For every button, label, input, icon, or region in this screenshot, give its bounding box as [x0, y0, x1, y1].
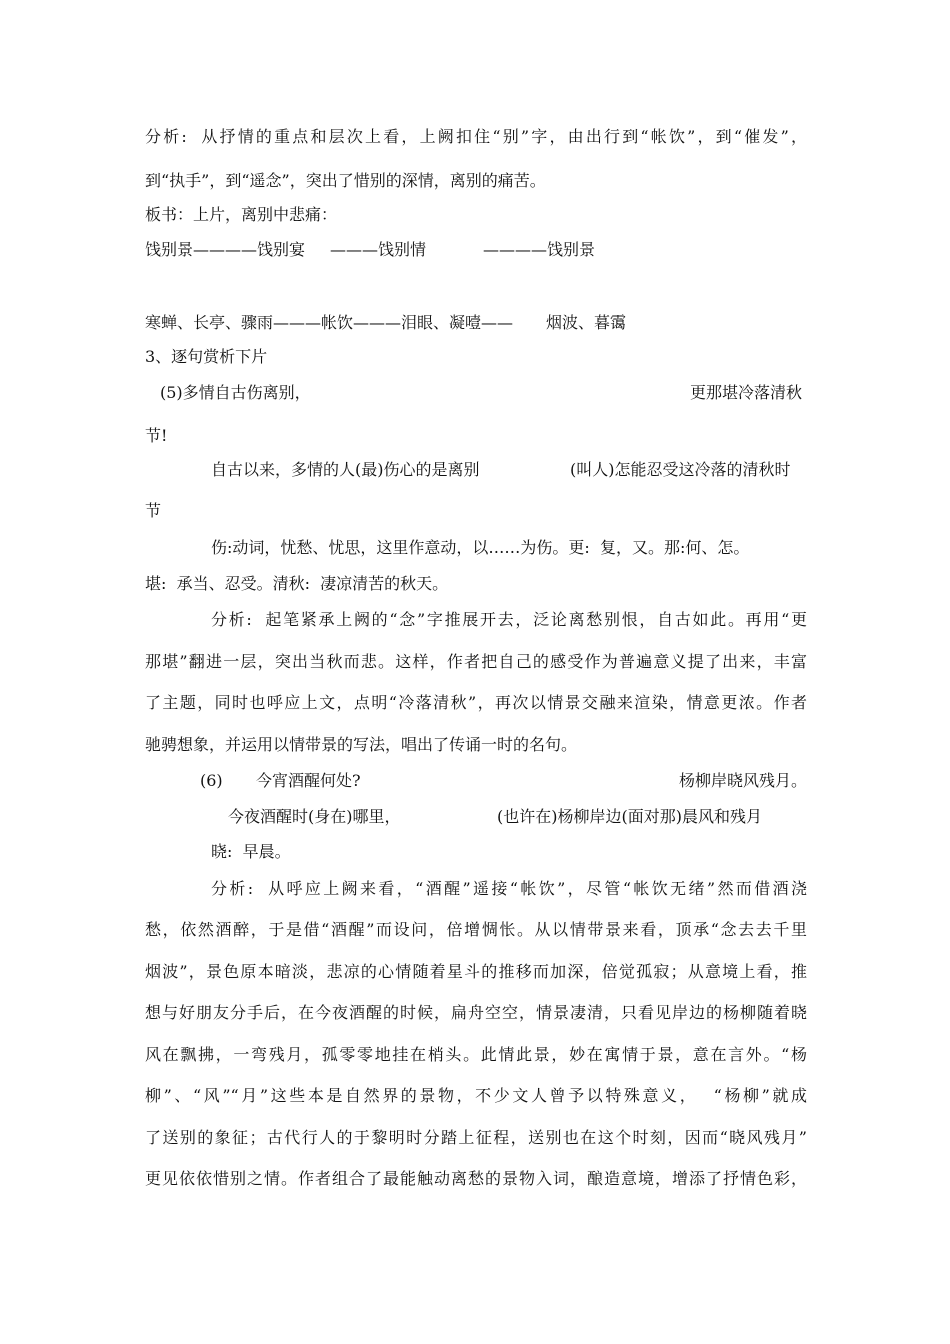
section-heading-lower-que: 3、逐句赏析下片 — [145, 347, 268, 366]
verse-5-glossary-line-2: 堪: 承当、忍受。清秋: 凄凉清苦的秋天。 — [145, 574, 449, 593]
verse-5-glossary-line-1: 伤:动词，忧愁、忧思，这里作意动，以……为伤。更: 复，又。那:何、怎。 — [211, 538, 750, 557]
verse-5-second-half: 更那堪冷落清秋 — [690, 383, 803, 402]
verse-6-number: (6) — [200, 771, 223, 790]
verse-6-analysis-line-7: 了送别的象征；古代行人的于黎明时分踏上征程，送别也在这个时刻，因而“晓风残月” — [145, 1128, 807, 1147]
verse-6-analysis-line-5: 风在飘拂，一弯残月，孤零零地挂在梢头。此情此景，妙在寓情于景，意在言外。“杨 — [145, 1045, 807, 1064]
verse-6-analysis-line-6: 柳”、“风”“月”这些本是自然界的景物，不少文人曾予以特殊意义， “杨柳”就成 — [145, 1086, 807, 1105]
verse-5-end: 节! — [145, 426, 168, 445]
board-notes-row1-c: ————饯别景 — [483, 240, 596, 259]
verse-5-translation-end: 节 — [145, 501, 162, 520]
verse-6-analysis-line-4: 想与好朋友分手后，在今夜酒醒的时候，扁舟空空，情景凄清，只看见岸边的杨柳随着晓 — [145, 1003, 807, 1022]
verse-6-translation-a: 今夜酒醒时(身在)哪里， — [228, 807, 401, 826]
verse-5-analysis-line-4: 驰骋想象，并运用以情带景的写法，唱出了传诵一时的名句。 — [145, 735, 578, 754]
verse-6-analysis-line-3: 烟波”，景色原本暗淡，悲凉的心情随着星斗的推移而加深，倍觉孤寂；从意境上看，推 — [145, 962, 807, 981]
analysis-upper-que-line-1: 分析: 从抒情的重点和层次上看，上阙扣住“别”字，由出行到“帐饮”，到“催发”， — [145, 127, 807, 146]
board-notes-heading: 板书：上片，离别中悲痛： — [145, 205, 338, 224]
verse-5-translation-a: 自古以来，多情的人(最)伤心的是离别 — [211, 460, 480, 479]
board-notes-row1-a: 饯别景————饯别宴 — [145, 240, 306, 259]
verse-5-analysis-line-2: 那堪”翻进一层，突出当秋而悲。这样，作者把自己的感受作为普遍意义提了出来，丰富 — [145, 652, 807, 671]
verse-6-glossary: 晓: 早晨。 — [211, 842, 291, 861]
verse-6-analysis-line-1: 分析: 从呼应上阙来看，“酒醒”遥接“帐饮”，尽管“帐饮无绪”然而借酒浇 — [211, 879, 807, 898]
analysis-upper-que-line-2: 到“执手”，到“遥念”，突出了惜别的深情，离别的痛苦。 — [145, 171, 546, 190]
verse-6-first-half: 今宵酒醒何处? — [256, 771, 361, 790]
board-notes-row2-b: 烟波、暮霭 — [546, 313, 627, 332]
board-notes-row2-a: 寒蝉、长亭、骤雨———帐饮———泪眼、凝噎—— — [145, 313, 514, 332]
verse-5-first-half: (5)多情自古伤离别， — [160, 383, 311, 402]
verse-6-second-half: 杨柳岸晓风残月。 — [679, 771, 808, 790]
verse-5-translation-b: (叫人)怎能忍受这冷落的清秋时 — [570, 460, 791, 479]
verse-6-translation-b: (也许在)杨柳岸边(面对那)晨风和残月 — [497, 807, 762, 826]
verse-5-analysis-line-1: 分析: 起笔紧承上阙的“念”字推展开去，泛论离愁别恨，自古如此。再用“更 — [211, 610, 807, 629]
board-notes-row1-b: ———饯别情 — [330, 240, 427, 259]
verse-6-analysis-line-2: 愁，依然酒醉，于是借“酒醒”而设问，倍增惆怅。从以情带景来看，顶承“念去去千里 — [145, 920, 807, 939]
verse-6-analysis-line-8: 更见依依惜别之情。作者组合了最能触动离愁的景物入词，酿造意境，增添了抒情色彩， — [145, 1169, 807, 1188]
verse-5-analysis-line-3: 了主题，同时也呼应上文，点明“冷落清秋”，再次以情景交融来渲染，情意更浓。作者 — [145, 693, 807, 712]
